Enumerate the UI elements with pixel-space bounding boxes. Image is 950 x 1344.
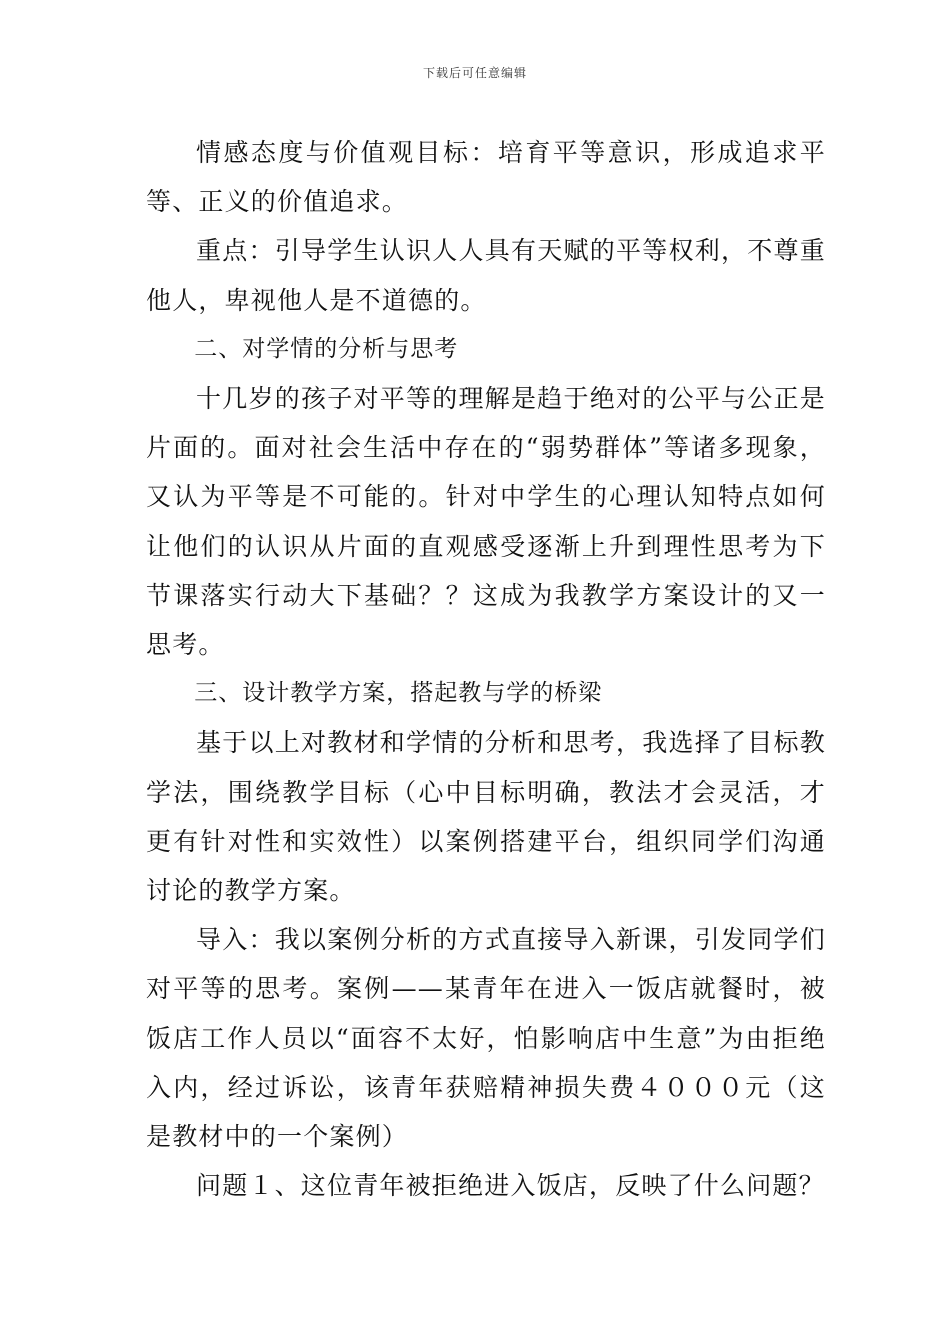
section-heading-teaching-plan: 三、设计教学方案，搭起教与学的桥梁: [194, 680, 603, 707]
paragraph-question-1: 问题１、这位青年被拒绝进入饭店，反映了什么问题？: [196, 1171, 825, 1201]
paragraph-emotion-goal: 情感态度与价值观目标：培育平等意识，形成追求平等、正义的价值追求。: [146, 138, 826, 217]
document-body: [146, 128, 826, 1210]
paragraph-key-point: 重点：引导学生认识人人具有天赋的平等权利，不尊重他人，卑视他人是不道德的。: [146, 236, 826, 315]
page-header: 下载后可任意编辑: [422, 66, 527, 80]
paragraph-introduction-case: 导入：我以案例分析的方式直接导入新课，引发同学们对平等的思考。案例——某青年在进入一饭店就餐时，被饭店工作人员以“面容不太好，怕影响店中生意”为由拒绝入内，经过诉讼，该青年获赔精神损失费４０００元（这是教材中的一个案例）: [146, 925, 826, 1152]
paragraph-teaching-method: 基于以上对教材和学情的分析和思考，我选择了目标教学法，围绕教学目标（心中目标明确，教法才会灵活，才更有针对性和实效性）以案例搭建平台，组织同学们沟通讨论的教学方案。: [146, 728, 826, 906]
section-heading-learner-analysis: 二、对学情的分析与思考: [194, 335, 459, 362]
paragraph-learner-analysis: 十几岁的孩子对平等的理解是趋于绝对的公平与公正是片面的。面对社会生活中存在的“弱势群体”等诸多现象，又认为平等是不可能的。针对中学生的心理认知特点如何让他们的认识从片面的直观感受逐渐上升到理性思考为下节课落实行动大下基础？？这成为我教学方案设计的又一思考。: [146, 384, 826, 660]
